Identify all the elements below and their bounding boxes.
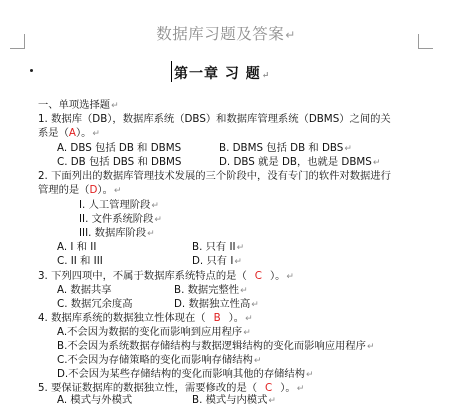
option-text: D. DBS 就是 DB，也就是 DBMS [219,156,372,168]
question-4-option-b[interactable] [57,339,375,354]
question-3-option-c[interactable]: C. 数据冗余度高 [57,298,133,310]
option-text: D. 数据独立性高 [174,298,251,310]
question-stem-text: 系是（ [38,127,69,139]
question-stem-text: 1. 数据库（DB），数据库系统（DBS）和数据库管理系统（DBMS）之间的关 [38,113,391,125]
question-1-option-d[interactable] [219,155,380,170]
question-2-option-c[interactable]: C. II 和 III [57,255,103,267]
item-text: III. 数据库阶段 [79,227,147,239]
paragraph-mark-icon: ↵ [286,272,294,282]
question-stem-text: 2. 下面列出的数据库管理技术发展的三个阶段中，没有专门的软件对数据进行 [38,170,391,182]
question-2-item-2[interactable] [79,212,162,227]
question-3-option-d[interactable] [174,297,259,312]
question-1-stem-cont[interactable] [38,126,100,141]
paragraph-mark-icon: ↵ [113,186,122,196]
question-stem-text: ）。 [269,270,286,282]
question-1-option-a[interactable]: A. DBS 包括 DB 和 DBMS [57,142,182,154]
paragraph-mark-icon: ↵ [111,101,119,111]
option-text: D.不会因为某些存储结构的变化而影响其他的存储结构 [57,368,306,380]
question-1-option-c[interactable]: C. DB 包括 DBS 和 DBMS [57,156,182,168]
option-text: C.不会因为存储策略的变化而影响存储结构 [57,354,253,366]
question-stem-text: 5. 要保证数据库的数据独立性，需要修改的是（ [38,382,258,394]
text-cursor [171,61,172,82]
chapter-heading-text: 第一章 习 题 [174,66,261,82]
paragraph-mark-icon: ↵ [92,129,100,139]
item-text: II. 文件系统阶段 [79,213,154,225]
question-4-option-d[interactable] [57,367,314,382]
question-1-option-b[interactable] [219,141,352,156]
answer-letter: C [265,382,273,394]
paragraph-mark-icon: ↵ [372,158,381,168]
question-stem-text: ）。 [280,382,296,394]
paragraph-mark-icon: ↵ [261,71,271,81]
question-1-stem[interactable] [38,112,391,126]
option-text: D. 只有 I [192,255,234,267]
option-text: B. 只有 II [192,241,236,253]
question-3-option-a[interactable]: A. 数据共享 [57,284,112,296]
section-heading[interactable] [38,98,119,113]
question-stem-text: 4. 数据库系统的数据独立性体现在（ [38,312,206,324]
paragraph-mark-icon: ↵ [154,215,162,225]
paragraph-mark-icon: ↵ [268,396,276,406]
option-text: A.不会因为数据的变化而影响到应用程序 [57,326,243,338]
question-2-stem[interactable] [38,169,391,183]
question-stem-text: 管理的是（ [38,184,90,196]
paragraph-mark-icon: ↵ [344,144,352,154]
question-2-option-b[interactable] [192,240,244,255]
question-2-item-3[interactable] [79,226,155,241]
answer-letter: D [89,184,98,196]
paragraph-mark-icon: ↵ [253,356,262,366]
document-title-text: 数据库习题及答案 [156,25,285,43]
question-2-option-a[interactable]: A. I 和 II [57,241,97,253]
chapter-heading[interactable] [174,63,270,83]
paragraph-mark-icon: ↵ [251,300,259,310]
question-5-option-a[interactable]: A. 模式与外模式 [57,394,133,406]
paragraph-mark-icon: ↵ [243,328,251,338]
paragraph-mark-icon: ↵ [147,229,155,239]
question-2-option-d[interactable] [192,254,242,269]
question-5-option-b[interactable] [192,393,276,408]
answer-letter: A [68,127,76,139]
paragraph-mark-icon: ↵ [366,342,375,352]
paragraph-mark-icon: ↵ [245,314,253,324]
option-text: B. 数据完整性 [174,284,240,296]
paragraph-mark-icon: ↵ [240,286,248,296]
question-stem-text: 3. 下列四项中，不属于数据库系统特点的是（ [38,270,247,282]
question-3-option-b[interactable] [174,283,248,298]
question-4-option-c[interactable] [57,353,261,368]
question-4-option-a[interactable] [57,325,251,340]
question-stem-text: ）。 [228,312,245,324]
option-text: B.不会因为系统数据存储结构与数据逻辑结构的变化而影响应用程序 [57,340,366,352]
question-stem-text: ）。 [97,184,113,196]
question-4-stem[interactable] [38,311,253,326]
question-3-stem[interactable] [38,269,294,284]
paragraph-mark-icon: ↵ [151,201,159,211]
paragraph-mark-icon: ↵ [306,370,314,380]
answer-letter: C [254,270,262,282]
question-2-stem-cont[interactable] [38,183,121,198]
paragraph-mark-icon: ↵ [296,384,305,394]
question-stem-text: ）。 [75,127,92,139]
option-text: B. 模式与内模式 [192,394,268,406]
item-text: I. 人工管理阶段 [79,199,151,211]
section-heading-text: 一、单项选择题 [38,99,111,111]
question-2-item-1[interactable] [79,198,159,213]
option-text: B. DBMS 包括 DB 和 DBS [219,142,344,154]
bullet-icon [30,69,33,72]
answer-letter: B [213,312,221,324]
paragraph-mark-icon: ↵ [285,28,296,42]
document-title[interactable] [0,22,452,44]
paragraph-mark-icon: ↵ [234,257,242,267]
paragraph-mark-icon: ↵ [236,243,245,253]
